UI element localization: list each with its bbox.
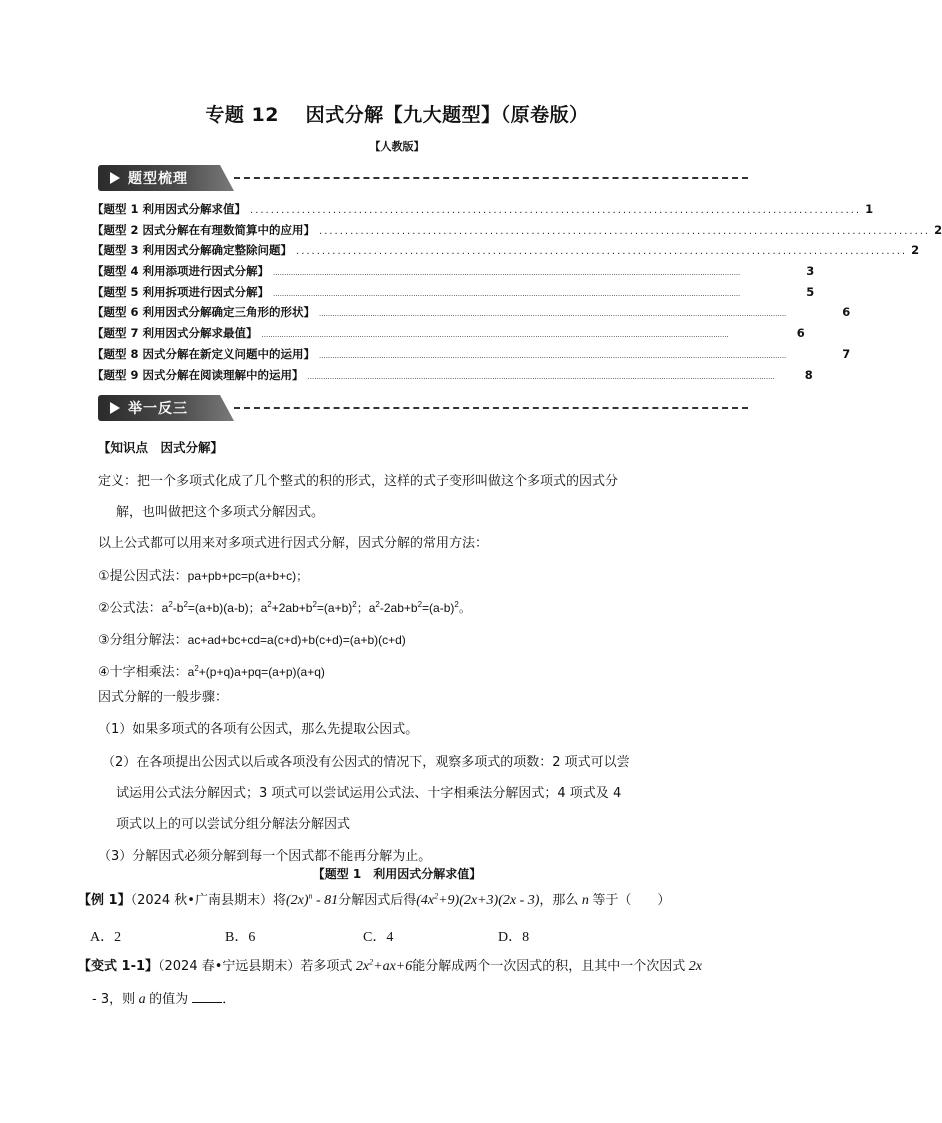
knowledge-heading: 【知识点 因式分解】 [98, 440, 224, 455]
example-expr: $(2x)^n - 81$ [285, 891, 339, 908]
dash-dot-divider [234, 177, 748, 179]
example-1 [78, 891, 758, 911]
variant-poly: $2x^2+ax+6$ [352, 957, 413, 974]
toc-item-label: 【题型 6 利用因式分解确定三角形的形状】 [92, 305, 316, 320]
table-of-contents [92, 201, 942, 387]
toc-leader: ...................................................................................................................... [319, 225, 931, 237]
toc-item[interactable] [92, 325, 805, 346]
toc-item-page: 3 [806, 264, 815, 279]
toc-item-label: 【题型 3 利用因式分解确定整除问题】 [92, 243, 293, 258]
example-tail: ，那么 [539, 893, 579, 908]
play-icon [110, 172, 120, 184]
method-2-label: ②公式法： [98, 601, 162, 616]
method-1-formula: pa+pb+pc=p(a+b+c)； [187, 569, 309, 583]
variant-var: a [135, 992, 150, 1007]
edition-label: 【人教版】 [369, 140, 425, 153]
toc-item[interactable] [92, 263, 815, 284]
variant-tag: 【变式 1-1】 [78, 959, 159, 974]
method-2 [98, 598, 738, 619]
toc-banner [98, 165, 748, 191]
toc-item[interactable] [92, 201, 874, 222]
variant-mid: 能分解成两个一次因式的积，且其中一个次因式 [412, 959, 686, 974]
example-end: 分解因式后得 [338, 893, 417, 908]
variant-line2b: 的值为 [149, 992, 189, 1007]
step-3: （3）分解因式必须分解到每一个因式都不能再分解为止。 [98, 849, 432, 864]
toc-item-label: 【题型 4 利用添项进行因式分解】 [92, 264, 270, 279]
variant-line2c: ． [222, 992, 236, 1007]
method-4 [98, 662, 738, 683]
choice-c[interactable]: C．4 [363, 930, 394, 945]
step-1: （1）如果多项式的各项有公因式，那么先提取公因式。 [98, 722, 419, 737]
toc-item[interactable] [92, 367, 813, 388]
example-ask: 等于（ ） [592, 893, 671, 908]
toc-item-page: 5 [806, 284, 815, 299]
page-title: 专题 12 因式分解【九大题型】（原卷版） [205, 104, 589, 126]
steps-heading: 因式分解的一般步骤： [98, 690, 229, 705]
variant-line2a: - 3，则 [92, 992, 136, 1007]
example-var: n [578, 893, 593, 908]
example-source: （2024 秋•广南县期末）将 [130, 893, 286, 908]
method-3 [98, 630, 738, 651]
toc-item[interactable] [92, 284, 815, 305]
example-tag: 【例 1】 [78, 893, 131, 908]
practice-banner-label: 举一反三 [128, 401, 188, 417]
toc-item-label: 【题型 9 因式分解在阅读理解中的运用】 [92, 367, 304, 382]
toc-item-page: 8 [804, 367, 813, 382]
variant-factor: 2x [685, 959, 702, 974]
toc-item-page: 7 [842, 346, 851, 361]
section-1-heading: 【题型 1 利用因式分解求值】 [312, 867, 482, 881]
choice-a[interactable]: A．2 [90, 930, 122, 945]
toc-item-page: 2 [911, 243, 920, 258]
toc-item-label: 【题型 1 利用因式分解求值】 [92, 202, 247, 216]
toc-leader: .................................................................................................................................................................................................................. [307, 372, 775, 381]
step-2-line-2: 试运用公式法分解因式；3 项式可以尝试运用公式法、十字相乘法分解因式；4 项式及 4 [116, 786, 622, 801]
toc-banner-label: 题型梳理 [128, 171, 188, 187]
method-3-formula: ac+ad+bc+cd=a(c+d)+b(c+d)=(a+b)(c+d) [187, 633, 406, 647]
method-2-formula: $a^2-b^2=(a+b)(a-b)$；$a^2+2ab+b^2=(a+b)^2$；$a^2-2ab+b^2=(a-b)^2$。 [161, 600, 471, 615]
play-icon [110, 402, 120, 414]
answer-blank[interactable] [192, 988, 222, 1003]
toc-leader: .................................................................................................................................................................................................................. [319, 310, 787, 319]
toc-leader: .................................................................................................................................................................................................................. [273, 269, 741, 278]
example-factored: $(4x^2+9)(2x+3)(2x - 3)$ [416, 891, 540, 908]
toc-leader: ...................................................................................................................... [296, 246, 908, 258]
method-3-label: ③分组分解法： [98, 633, 188, 648]
choice-d[interactable]: D．8 [498, 930, 530, 945]
methods-intro: 以上公式都可以用来对多项式进行因式分解，因式分解的常用方法： [98, 536, 489, 551]
toc-item[interactable] [92, 242, 920, 263]
toc-leader: .................................................................................................................................................................................................................. [261, 331, 729, 340]
toc-item-page: 6 [842, 305, 851, 320]
variant-1-1 [78, 957, 758, 977]
toc-item-label: 【题型 2 因式分解在有理数简算中的应用】 [92, 222, 316, 237]
toc-leader: ...................................................................................................................... [250, 205, 862, 216]
practice-banner [98, 395, 748, 421]
toc-leader: .................................................................................................................................................................................................................. [273, 289, 741, 298]
toc-item-page: 2 [934, 222, 942, 237]
step-2-line-3: 项式以上的可以尝试分组分解法分解因式 [116, 817, 351, 832]
toc-item-label: 【题型 7 利用因式分解求最值】 [92, 326, 258, 341]
variant-source: （2024 春•宁远县期末）若多项式 [158, 959, 353, 974]
toc-item-label: 【题型 5 利用拆项进行因式分解】 [92, 284, 270, 299]
toc-item-page: 6 [796, 326, 805, 341]
definition-line-1: 定义：把一个多项式化成了几个整式的积的形式，这样的式子变形叫做这个多项式的因式分 [98, 474, 619, 489]
dash-dot-divider [234, 407, 748, 409]
variant-1-1-line-2 [92, 988, 732, 1010]
method-4-formula: $a^2+(p+q)a+pq=(a+p)(a+q)$ [187, 664, 325, 679]
toc-item-page: 1 [865, 202, 874, 216]
toc-item-label: 【题型 8 因式分解在新定义问题中的运用】 [92, 346, 316, 361]
toc-leader: .................................................................................................................................................................................................................. [319, 351, 787, 360]
choice-b[interactable]: B．6 [225, 930, 256, 945]
definition-line-2: 解，也叫做把这个多项式分解因式。 [116, 505, 325, 520]
method-4-label: ④十字相乘法： [98, 665, 188, 680]
method-1 [98, 566, 738, 587]
toc-item[interactable] [92, 222, 942, 243]
step-2-line-1: （2）在各项提出公因式以后或各项没有公因式的情况下，观察多项式的项数：2 项式可以尝 [102, 755, 630, 770]
toc-item[interactable] [92, 346, 851, 367]
toc-item[interactable] [92, 304, 851, 325]
method-1-label: ①提公因式法： [98, 569, 188, 584]
